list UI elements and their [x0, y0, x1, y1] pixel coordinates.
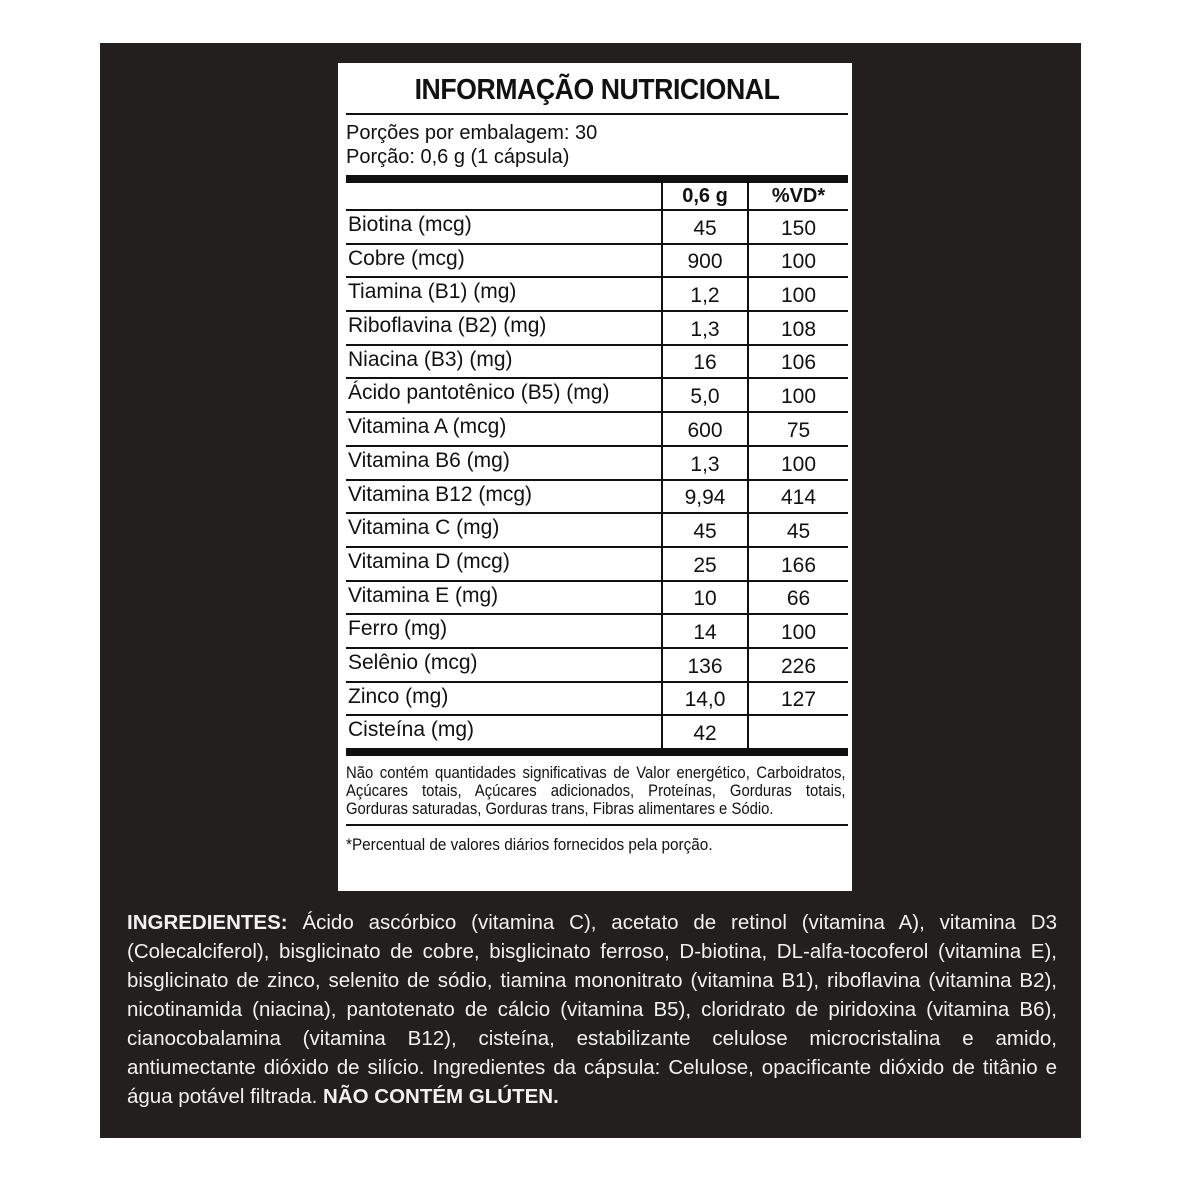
- insignificant-amounts-note: Não contém quantidades significativas de Valor energético, Carboidratos, Açúcares totais, Açúcares adicionados, Proteínas, Gorduras totais, Gorduras saturadas, Gorduras trans, Fibras alimentares e Sódio.: [346, 764, 846, 818]
- table-row: [346, 614, 848, 648]
- nutrient-amount: 45: [662, 210, 748, 244]
- nutrient-amount: 42: [662, 715, 748, 748]
- nutrient-amount: 9,94: [662, 480, 748, 514]
- nutrient-daily-value: 127: [748, 682, 848, 716]
- table-row: [346, 480, 848, 514]
- nutrient-amount: 1,2: [662, 277, 748, 311]
- nutrient-name: Vitamina C (mg): [346, 513, 662, 547]
- nutrient-name: Riboflavina (B2) (mg): [346, 311, 662, 345]
- table-row: [346, 345, 848, 379]
- nutrient-name: Zinco (mg): [346, 682, 662, 716]
- nutrient-name: Vitamina A (mcg): [346, 412, 662, 446]
- table-row: [346, 378, 848, 412]
- nutrient-amount: 16: [662, 345, 748, 379]
- nutrient-name: Ferro (mg): [346, 614, 662, 648]
- nutrient-daily-value: 226: [748, 648, 848, 682]
- nutrient-daily-value: 100: [748, 614, 848, 648]
- header-amount: 0,6 g: [662, 183, 748, 210]
- nutrient-name: Tiamina (B1) (mg): [346, 277, 662, 311]
- ingredients-heading: INGREDIENTES:: [127, 911, 288, 934]
- nutrient-amount: 10: [662, 581, 748, 615]
- nutrient-name: Vitamina D (mcg): [346, 547, 662, 581]
- nutrient-name: Biotina (mcg): [346, 210, 662, 244]
- thick-divider-top: [346, 175, 848, 183]
- nutrient-amount: 1,3: [662, 311, 748, 345]
- nutrient-daily-value: 66: [748, 581, 848, 615]
- table-row: [346, 581, 848, 615]
- nutrient-daily-value: 150: [748, 210, 848, 244]
- nutrient-amount: 25: [662, 547, 748, 581]
- table-row: [346, 446, 848, 480]
- serving-size: Porção: 0,6 g (1 cápsula): [346, 146, 570, 168]
- nutrition-facts-label: [338, 63, 852, 891]
- table-row: [346, 412, 848, 446]
- thick-divider-bottom: [346, 748, 848, 756]
- nutrient-table: [346, 183, 848, 748]
- table-row: [346, 513, 848, 547]
- nutrient-amount: 14,0: [662, 682, 748, 716]
- nutrient-name: Cobre (mcg): [346, 244, 662, 278]
- nutrient-daily-value: 166: [748, 547, 848, 581]
- nutrient-name: Niacina (B3) (mg): [346, 345, 662, 379]
- table-row: [346, 682, 848, 716]
- nutrient-name: Vitamina B12 (mcg): [346, 480, 662, 514]
- portion-info: [346, 115, 848, 175]
- label-title: INFORMAÇÃO NUTRICIONAL: [414, 74, 780, 106]
- nutrient-amount: 600: [662, 412, 748, 446]
- table-row: [346, 547, 848, 581]
- table-header-row: [346, 183, 848, 210]
- gluten-warning: NÃO CONTÉM GLÚTEN.: [323, 1085, 559, 1108]
- nutrient-daily-value: 100: [748, 244, 848, 278]
- table-row: [346, 244, 848, 278]
- nutrient-name: Vitamina E (mg): [346, 581, 662, 615]
- nutrient-daily-value: 45: [748, 513, 848, 547]
- table-row: [346, 715, 848, 748]
- header-nutrient: [346, 183, 662, 210]
- table-row: [346, 277, 848, 311]
- nutrient-daily-value: 100: [748, 277, 848, 311]
- nutrient-daily-value: 100: [748, 446, 848, 480]
- nutrient-name: Cisteína (mg): [348, 718, 475, 742]
- table-row: [346, 210, 848, 244]
- table-row: [346, 311, 848, 345]
- nutrient-daily-value: 100: [748, 378, 848, 412]
- ingredients-paragraph: [127, 908, 1057, 1111]
- nutrient-name: Vitamina B6 (mg): [346, 446, 662, 480]
- nutrient-daily-value: [748, 715, 848, 748]
- servings-per-package: Porções por embalagem: 30: [346, 122, 598, 144]
- nutrient-amount: 14: [662, 614, 748, 648]
- nutrient-name: Selênio (mcg): [346, 648, 662, 682]
- nutrient-amount: 136: [662, 648, 748, 682]
- nutrient-daily-value: 75: [748, 412, 848, 446]
- nutrient-daily-value: 108: [748, 311, 848, 345]
- nutrient-rows: [346, 210, 848, 748]
- nutrient-daily-value: 106: [748, 345, 848, 379]
- ingredients-text: Ácido ascórbico (vitamina C), acetato de retinol (vitamina A), vitamina D3 (Colecalciferol), bisglicinato de cobre, bisglicinato ferroso, D-biotina, DL-alfa-tocoferol (vitamina E), bisglicinato de zinco, selenito de sódio, tiamina mononitrato (vitamina B1), riboflavina (vitamina B2), nicotinamida (niacina), pantotenato de cálcio (vitamina B5), cloridrato de piridoxina (vitamina B6), cianocobalamina (vitamina B12), cisteína, estabilizante celulose microcristalina e amido, antiumectante dióxido de silício. Ingredientes da cápsula: Celulose, opacificante dióxido de titânio e água potável filtrada.: [127, 911, 1057, 1108]
- nutrient-amount: 1,3: [662, 446, 748, 480]
- header-daily-value: %VD*: [748, 183, 848, 210]
- table-row: [346, 648, 848, 682]
- daily-value-footnote: *Percentual de valores diários fornecidos pela porção.: [346, 835, 713, 854]
- nutrient-amount: 45: [662, 513, 748, 547]
- nutrient-name: Ácido pantotênico (B5) (mg): [346, 378, 662, 412]
- nutrient-amount: 900: [662, 244, 748, 278]
- nutrient-amount: 5,0: [662, 378, 748, 412]
- nutrient-daily-value: 414: [748, 480, 848, 514]
